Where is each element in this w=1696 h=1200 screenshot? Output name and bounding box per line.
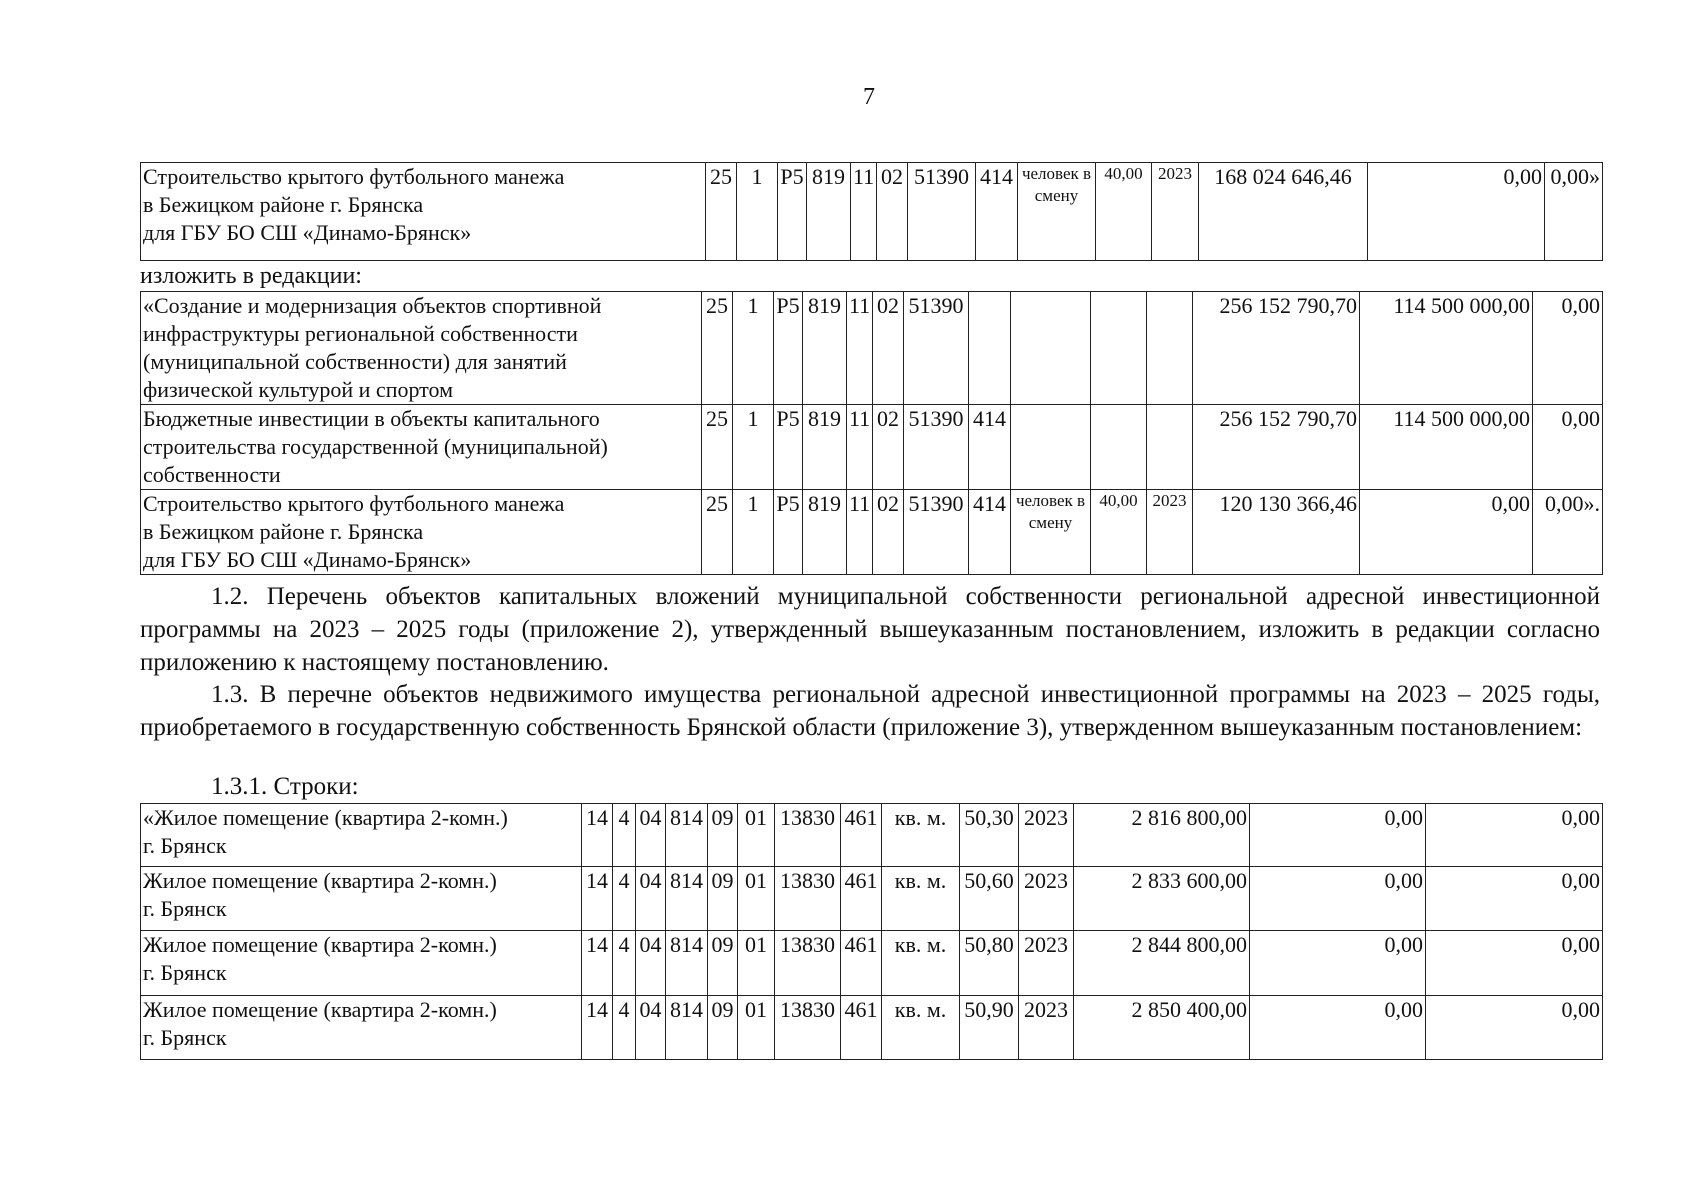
code-cell: 13830 (775, 996, 841, 1060)
sum-cell: 0,00 (1533, 405, 1603, 490)
power-cell: 40,00 (1096, 163, 1152, 261)
code-cell: 04 (636, 804, 666, 867)
code-cell: 461 (841, 996, 882, 1060)
code-cell: 461 (841, 804, 882, 867)
object-name-line: Строительство крытого футбольного манежа (143, 164, 565, 189)
table-top (140, 162, 1603, 261)
table-row (141, 931, 1603, 996)
year-cell: 2023 (1019, 931, 1074, 996)
sum-cell: 0,00 (1426, 996, 1603, 1060)
sum-cell: 0,00 (1533, 292, 1603, 405)
code-cell: 14 (582, 996, 613, 1060)
sum-cell: 0,00 (1360, 490, 1533, 575)
year-cell (1147, 405, 1193, 490)
sum-cell: 114 500 000,00 (1360, 405, 1533, 490)
code-cell: 1 (733, 490, 774, 575)
object-name-line: физической культурой и спортом (143, 377, 454, 402)
sum-cell: 2 816 800,00 (1074, 804, 1250, 867)
object-name-cell (141, 490, 702, 575)
code-cell: 4 (613, 931, 636, 996)
area-cell: 50,90 (960, 996, 1019, 1060)
power-cell (1091, 405, 1147, 490)
code-cell: 414 (976, 163, 1018, 261)
code-cell: 01 (738, 804, 775, 867)
code-cell: 51390 (904, 490, 969, 575)
code-cell: Р5 (774, 405, 803, 490)
code-cell (969, 292, 1011, 405)
unit-cell: человек в смену (1018, 163, 1096, 261)
code-cell: 25 (702, 292, 733, 405)
table-row (141, 490, 1603, 575)
year-cell (1147, 292, 1193, 405)
code-cell: 461 (841, 931, 882, 996)
code-cell: 814 (666, 867, 708, 931)
code-cell: 13830 (775, 867, 841, 931)
year-cell: 2023 (1019, 867, 1074, 931)
code-cell: 09 (708, 867, 738, 931)
code-cell: 819 (803, 490, 847, 575)
paragraph-1-3-text: 1.3. В перечне объектов недвижимого имущества региональной адресной инвестиционной программы на 2023 – 2025 годы, приобретаемого в государственную собственность Брянской области (приложение 3), утвержденном вышеуказанным постановлением: (140, 681, 1600, 741)
code-cell: 814 (666, 931, 708, 996)
code-cell: 1 (733, 405, 774, 490)
object-name-cell (141, 292, 702, 405)
object-name-line: г. Брянск (143, 960, 227, 985)
code-cell: 04 (636, 867, 666, 931)
code-cell: 51390 (904, 405, 969, 490)
code-cell: Р5 (778, 163, 807, 261)
area-cell: 50,60 (960, 867, 1019, 931)
object-name-line: в Бежицком районе г. Брянска (143, 519, 424, 544)
sum-cell: 0,00». (1533, 490, 1603, 575)
code-cell: 14 (582, 931, 613, 996)
object-name-cell (141, 931, 582, 996)
code-cell: 02 (873, 490, 904, 575)
code-cell: 04 (636, 996, 666, 1060)
sum-cell: 0,00 (1426, 931, 1603, 996)
code-cell: 814 (666, 996, 708, 1060)
unit-cell (1011, 292, 1091, 405)
unit-cell: кв. м. (882, 996, 960, 1060)
code-cell: 25 (702, 405, 733, 490)
code-cell: 11 (851, 163, 877, 261)
object-name-line: г. Брянск (143, 1025, 227, 1050)
code-cell: 51390 (908, 163, 976, 261)
table-bottom (140, 803, 1603, 1060)
object-name-line: «Жилое помещение (квартира 2-комн.) (143, 805, 508, 830)
sum-cell: 2 844 800,00 (1074, 931, 1250, 996)
code-cell: 09 (708, 996, 738, 1060)
code-cell: 01 (738, 931, 775, 996)
paragraph-1-2-text: 1.2. Перечень объектов капитальных вложений муниципальной собственности региональной адресной инвестиционной программы на 2023 – 2025 годы (приложение 2), утвержденный вышеуказанным постановлением, изложить в редакции согласно приложению к настоящему постановлению. (140, 583, 1600, 676)
table-row (141, 867, 1603, 931)
object-name-line: «Создание и модернизация объектов спортивной (143, 293, 602, 318)
code-cell: 1 (737, 163, 778, 261)
object-name-cell (141, 867, 582, 931)
code-cell: 4 (613, 867, 636, 931)
area-cell: 50,30 (960, 804, 1019, 867)
sum-cell: 0,00 (1250, 931, 1426, 996)
object-name-cell (141, 405, 702, 490)
code-cell: 414 (969, 490, 1011, 575)
code-cell: 01 (738, 996, 775, 1060)
code-cell: 25 (706, 163, 737, 261)
object-name-line: строительства государственной (муниципальной) (143, 434, 608, 459)
code-cell: 11 (847, 490, 873, 575)
table-mid (140, 291, 1603, 575)
sum-cell: 2 833 600,00 (1074, 867, 1250, 931)
table-row (141, 405, 1603, 490)
year-cell: 2023 (1152, 163, 1199, 261)
object-name-line: Жилое помещение (квартира 2-комн.) (143, 932, 497, 957)
code-cell: 461 (841, 867, 882, 931)
page-number: 7 (863, 84, 875, 110)
code-cell: 814 (666, 804, 708, 867)
sum-cell: 0,00 (1250, 804, 1426, 867)
unit-cell: кв. м. (882, 931, 960, 996)
sum-cell: 0,00 (1426, 867, 1603, 931)
code-cell: 4 (613, 804, 636, 867)
object-name-line: г. Брянск (143, 896, 227, 921)
subsection-1-3-1: 1.3.1. Строки: (211, 773, 359, 800)
code-cell: 51390 (904, 292, 969, 405)
code-cell: 13830 (775, 804, 841, 867)
sum-cell: 0,00 (1368, 163, 1545, 261)
edit-instruction: изложить в редакции: (140, 263, 362, 289)
code-cell: Р5 (774, 292, 803, 405)
unit-cell (1011, 405, 1091, 490)
object-name-line: для ГБУ БО СШ «Динамо-Брянск» (143, 220, 472, 245)
table-row (141, 163, 1603, 261)
sum-cell: 256 152 790,70 (1193, 292, 1360, 405)
sum-cell: 0,00 (1426, 804, 1603, 867)
object-name-line: Жилое помещение (квартира 2-комн.) (143, 868, 497, 893)
sum-cell: 0,00 (1250, 996, 1426, 1060)
paragraph-1-3 (140, 678, 1600, 744)
year-cell: 2023 (1147, 490, 1193, 575)
unit-cell: кв. м. (882, 804, 960, 867)
sum-cell: 0,00» (1545, 163, 1603, 261)
sum-cell: 120 130 366,46 (1193, 490, 1360, 575)
object-name-line: Строительство крытого футбольного манежа (143, 491, 565, 516)
year-cell: 2023 (1019, 804, 1074, 867)
code-cell: 02 (873, 405, 904, 490)
code-cell: 02 (877, 163, 908, 261)
code-cell: 01 (738, 867, 775, 931)
object-name-cell (141, 163, 706, 261)
object-name-line: в Бежицком районе г. Брянска (143, 192, 424, 217)
table-row (141, 292, 1603, 405)
unit-cell: кв. м. (882, 867, 960, 931)
code-cell: 13830 (775, 931, 841, 996)
sum-cell: 114 500 000,00 (1360, 292, 1533, 405)
code-cell: 819 (803, 405, 847, 490)
code-cell: 1 (733, 292, 774, 405)
code-cell: 09 (708, 931, 738, 996)
code-cell: 02 (873, 292, 904, 405)
object-name-line: собственности (143, 462, 281, 487)
code-cell: 25 (702, 490, 733, 575)
code-cell: 14 (582, 804, 613, 867)
code-cell: 11 (847, 292, 873, 405)
code-cell: Р5 (774, 490, 803, 575)
object-name-line: Бюджетные инвестиции в объекты капитального (143, 406, 600, 431)
sum-cell: 2 850 400,00 (1074, 996, 1250, 1060)
object-name-line: для ГБУ БО СШ «Динамо-Брянск» (143, 547, 472, 572)
object-name-line: Жилое помещение (квартира 2-комн.) (143, 997, 497, 1022)
object-name-cell (141, 804, 582, 867)
code-cell: 11 (847, 405, 873, 490)
sum-cell: 256 152 790,70 (1193, 405, 1360, 490)
code-cell: 4 (613, 996, 636, 1060)
unit-cell: человек в смену (1011, 490, 1091, 575)
table-row (141, 996, 1603, 1060)
object-name-line: (муниципальной собственности) для занятий (143, 349, 567, 374)
code-cell: 09 (708, 804, 738, 867)
code-cell: 819 (803, 292, 847, 405)
area-cell: 50,80 (960, 931, 1019, 996)
code-cell: 819 (807, 163, 851, 261)
code-cell: 14 (582, 867, 613, 931)
paragraph-1-2 (140, 580, 1600, 679)
power-cell: 40,00 (1091, 490, 1147, 575)
object-name-line: г. Брянск (143, 833, 227, 858)
power-cell (1091, 292, 1147, 405)
year-cell: 2023 (1019, 996, 1074, 1060)
code-cell: 04 (636, 931, 666, 996)
object-name-cell (141, 996, 582, 1060)
sum-cell: 168 024 646,46 (1199, 163, 1368, 261)
sum-cell: 0,00 (1250, 867, 1426, 931)
table-row (141, 804, 1603, 867)
object-name-line: инфраструктуры региональной собственности (143, 321, 578, 346)
code-cell: 414 (969, 405, 1011, 490)
